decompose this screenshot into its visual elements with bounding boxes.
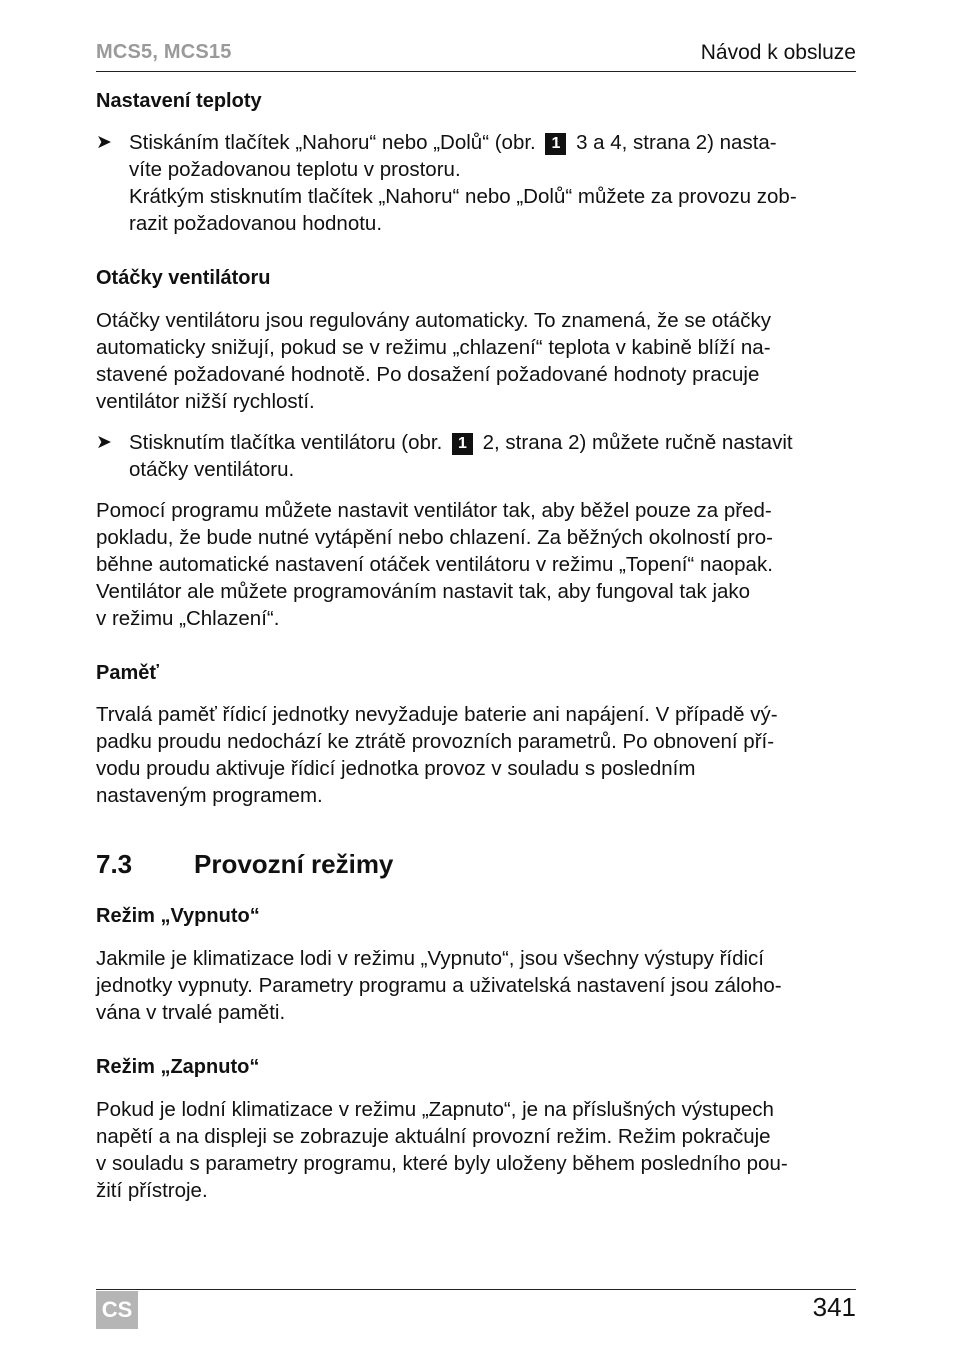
heading-mode-off: Režim „Vypnuto“ [96, 905, 260, 927]
instruction-temperature [96, 129, 858, 237]
text-line: Pomocí programu můžete nastavit ventilátor tak, aby běžel pouze za před- [96, 499, 772, 522]
instruction-text: 2, strana 2) můžete ručně nastavit [482, 431, 793, 454]
text-line: vána v trvalé paměti. [96, 1001, 286, 1024]
text-line: běhne automatické nastavení otáček ventilátoru v režimu „Topení“ naopak. [96, 553, 773, 576]
figure-ref-badge: 1 [545, 133, 566, 155]
instruction-line: razit požadovanou hodnotu. [129, 212, 383, 235]
paragraph-fan-auto [96, 307, 858, 415]
text-line: automaticky snižují, pokud se v režimu „chlazení“ teplota v kabině blíží na- [96, 336, 771, 359]
paragraph-mode-on [96, 1096, 858, 1204]
text-line: napětí a na displeji se zobrazuje aktuální provozní režim. Režim pokračuje [96, 1125, 771, 1148]
footer-divider [96, 1289, 856, 1290]
instruction-text: 3 a 4, strana 2) nasta- [576, 131, 777, 154]
text-line: v souladu s parametry programu, které byly uloženy během posledního pou- [96, 1152, 788, 1175]
text-line: Jakmile je klimatizace lodi v režimu „Vypnuto“, jsou všechny výstupy řídicí [96, 947, 765, 970]
section-number: 7.3 [96, 849, 133, 879]
language-badge: CS [96, 1291, 138, 1329]
instruction-fan [96, 429, 858, 483]
header-model: MCS5, MCS15 [96, 41, 232, 63]
heading-temperature: Nastavení teploty [96, 90, 262, 112]
text-line: ventilátor nižší rychlostí. [96, 390, 315, 413]
instruction-text: Stiskáním tlačítek „Nahoru“ nebo „Dolů“ (obr. [129, 131, 536, 154]
header-doc-title: Návod k obsluze [700, 41, 856, 64]
text-line: v režimu „Chlazení“. [96, 607, 280, 630]
heading-memory: Paměť [96, 662, 159, 684]
section-title: Provozní režimy [194, 849, 394, 879]
text-line: žití přístroje. [96, 1179, 208, 1202]
text-line: Trvalá paměť řídicí jednotky nevyžaduje baterie ani napájení. V případě vý- [96, 703, 778, 726]
instruction-line [129, 129, 858, 156]
bullet-arrow-icon: ➤ [96, 432, 112, 453]
text-line: jednotky vypnuty. Parametry programu a uživatelská nastavení jsou záloho- [96, 974, 782, 997]
section-heading-operating-modes [96, 847, 858, 881]
page-content [96, 88, 858, 1204]
paragraph-fan-program [96, 497, 858, 632]
text-line: nastaveným programem. [96, 784, 323, 807]
figure-ref-badge: 1 [452, 433, 473, 455]
page-number: 341 [812, 1292, 856, 1322]
text-line: Pokud je lodní klimatizace v režimu „Zapnuto“, je na příslušných výstupech [96, 1098, 774, 1121]
heading-fan-speed: Otáčky ventilátoru [96, 267, 271, 289]
bullet-arrow-icon: ➤ [96, 132, 112, 153]
text-line: Ventilátor ale můžete programováním nastavit tak, aby fungoval tak jako [96, 580, 751, 603]
paragraph-memory [96, 701, 858, 809]
instruction-line [129, 429, 858, 456]
text-line: padku proudu nedochází ke ztrátě provozních parametrů. Po obnovení pří- [96, 730, 775, 753]
instruction-text: Stisknutím tlačítka ventilátoru (obr. [129, 431, 443, 454]
instruction-line: víte požadovanou teplotu v prostoru. [129, 158, 461, 181]
text-line: pokladu, že bude nutné vytápění nebo chlazení. Za běžných okolností pro- [96, 526, 773, 549]
instruction-line: Krátkým stisknutím tlačítek „Nahoru“ nebo „Dolů“ můžete za provozu zob- [129, 185, 797, 208]
text-line: stavené požadované hodnotě. Po dosažení požadované hodnoty pracuje [96, 363, 760, 386]
text-line: vodu proudu aktivuje řídicí jednotka provoz v souladu s posledním [96, 757, 696, 780]
instruction-line: otáčky ventilátoru. [129, 458, 295, 481]
heading-mode-on: Režim „Zapnuto“ [96, 1056, 260, 1078]
header-divider [96, 71, 856, 72]
text-line: Otáčky ventilátoru jsou regulovány automaticky. To znamená, že se otáčky [96, 309, 771, 332]
paragraph-mode-off [96, 945, 858, 1026]
